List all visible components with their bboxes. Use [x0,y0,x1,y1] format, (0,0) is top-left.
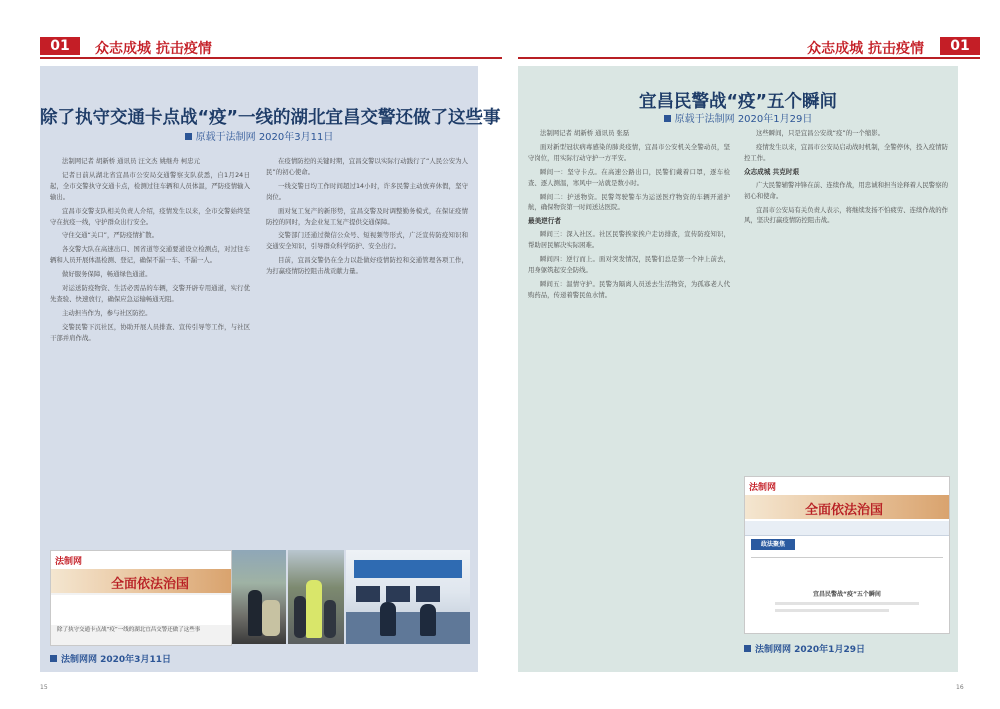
paragraph: 目前，宜昌交警仍在全力以赴做好疫情防控和交通管理各项工作，为打赢疫情防控阻击战贡献力量。 [266,256,468,276]
paragraph: 宜昌市公安局有关负责人表示，将继续发扬不怕疲劳、连续作战的作风，坚决打赢疫情防控阻击战。 [744,205,948,225]
paragraph: 瞬间四：逆行而上。面对突发情况，民警们总是第一个冲上前去，用身躯筑起安全防线。 [528,255,730,275]
right-page-header [518,36,980,58]
paragraph: 广大民警辅警冲锋在前、连续作战，用忠诚和担当诠释着人民警察的初心和使命。 [744,180,948,200]
article-column-2 [744,128,948,464]
section-number-badge: 01 [940,37,980,55]
paragraph: 交警民警下沉社区，协助开展人员排查、宣传引导等工作，与社区干部并肩作战。 [50,322,250,342]
paragraph: 瞬间二：护送物资。民警驾驶警车为运送医疗物资的车辆开道护航，确保物资第一时间送达医院。 [528,192,730,212]
article-title: 宜昌民警战“疫”五个瞬间 [638,92,837,112]
command-center-photo [346,550,470,644]
article-title: 除了执守交通卡点战“疫”一线的湖北宜昌交警还做了这些事 [40,108,501,128]
square-bullet-icon [185,133,192,140]
paragraph: 法制网记者 胡新桥 通讯员 汪文杰 姚继舟 柯忠元 [62,157,200,165]
square-bullet-icon [50,655,57,662]
paragraph: 各交警大队在高速出口、国省道等交通要道设立检测点，对过往车辆和人员开展体温检测、登记，确保不漏一车、不漏一人。 [50,245,250,265]
left-page [10,0,501,709]
header-rule [40,57,502,59]
paragraph: 瞬间五：温情守护。民警为隔离人员送去生活物资，为孤寡老人代购药品，传递着警民鱼水情。 [528,279,730,299]
section-heading: 最美逆行者 [528,217,561,226]
section-title: 众志成城 抗击疫情 [807,41,924,57]
site-logo: 法制网 [749,483,777,493]
article-source-line: 原载于法制网 2020年1月29日 [518,110,958,125]
paragraph: 面对复工复产的新形势，宜昌交警及时调整勤务模式，在保证疫情防控的同时，为企业复工复产提供交通保障。 [266,206,468,226]
site-section-tab: 政法聚焦 [751,539,795,550]
paragraph: 记者日前从湖北省宜昌市公安局交通警察支队获悉，自1月24日起，全市交警执守交通卡点，检测过往车辆和人员体温，严防疫情输入输出。 [50,170,250,201]
right-article-panel [518,66,958,672]
paragraph: 瞬间一：坚守卡点。在高速公路出口，民警们戴着口罩，逐车检查、逐人测温，寒风中一站就是数小时。 [528,167,730,187]
site-logo: 法制网 [55,557,83,567]
site-banner: 全面依法治国 [745,495,949,519]
article-source-footer: 法制网网 2020年1月29日 [744,642,865,655]
article-column-1 [528,128,730,668]
left-page-header [40,36,502,58]
header-rule [518,57,980,59]
news-site-screenshot [744,476,950,634]
screenshot-headline: 除了执守交通卡点战“疫”一线的湖北宜昌交警还做了这些事 [57,627,201,633]
page-number: 16 [956,684,964,691]
paragraph: 宜昌市交警支队相关负责人介绍，疫情发生以来，全市交警始终坚守在抗疫一线，守护群众出行安全。 [50,206,250,226]
article-source-line: 原载于法制网 2020年3月11日 [40,128,478,143]
paragraph: 一线交警日均工作时间超过14小时，许多民警主动放弃休假，坚守岗位。 [266,181,468,201]
section-number-badge: 01 [40,37,80,55]
paragraph: 面对新型冠状病毒感染的肺炎疫情，宜昌市公安机关全警动员，坚守岗位，用实际行动守护一方平安。 [528,142,730,162]
paragraph: 主动担当作为，参与社区防控。 [62,308,152,317]
square-bullet-icon [744,645,751,652]
article-column-1 [50,156,250,538]
square-bullet-icon [664,115,671,122]
news-site-screenshot [50,550,232,646]
section-title: 众志成城 抗击疫情 [95,41,212,57]
left-article-panel [40,66,501,672]
page-number: 15 [40,684,48,691]
paragraph: 对运送防疫物资、生活必需品的车辆，交警开辟专用通道，实行优先查验、快速放行，确保应急运输畅通无阻。 [50,284,250,303]
article-source-footer: 法制网网 2020年3月11日 [50,652,171,665]
paragraph: 在疫情防控的关键时期，宜昌交警以实际行动践行了“人民公安为人民”的初心使命。 [266,157,468,176]
site-banner: 全面依法治国 [51,569,231,593]
traffic-police-photo [288,550,344,644]
paragraph: 这些瞬间，只是宜昌公安战“疫”的一个缩影。 [756,129,885,137]
article-column-2 [266,156,468,538]
section-heading: 众志成城 共克时艰 [744,167,800,176]
paragraph: 疫情发生以来，宜昌市公安局启动战时机制，全警停休，投入疫情防控工作。 [744,142,948,162]
right-page [508,0,990,709]
paragraph: 做好服务保障，畅通绿色通道。 [62,270,152,279]
roadside-checkpoint-photo [232,550,286,644]
screenshot-headline: 宜昌民警战“疫”五个瞬间 [813,591,881,598]
paragraph: 法制网记者 胡新桥 通讯员 张磊 [540,129,630,137]
paragraph: 交警部门还通过微信公众号、短视频等形式，广泛宣传防疫知识和交通安全知识，引导群众科学防护、安全出行。 [266,231,468,251]
paragraph: 守住交通“关口”，严防疫情扩散。 [62,231,159,240]
paragraph: 瞬间三：深入社区。社区民警挨家挨户走访排查，宣传防疫知识，帮助居民解决实际困难。 [528,230,730,250]
